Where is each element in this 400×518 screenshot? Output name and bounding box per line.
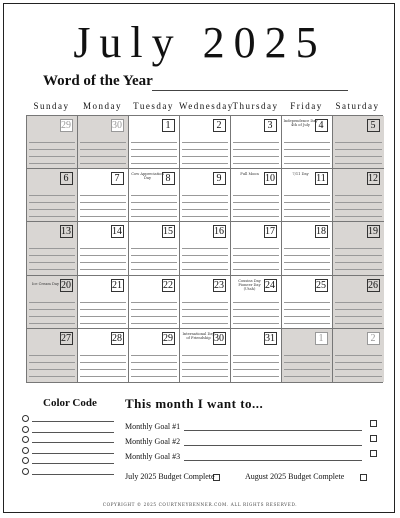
day-cell[interactable] xyxy=(27,222,78,275)
writing-line xyxy=(29,362,75,363)
day-cell[interactable] xyxy=(180,169,231,222)
writing-line xyxy=(29,163,75,164)
writing-line xyxy=(284,355,330,356)
day-number: 7 xyxy=(111,172,124,185)
day-number: 1 xyxy=(162,119,175,132)
writing-line xyxy=(29,142,75,143)
day-number: 19 xyxy=(368,226,378,238)
writing-line xyxy=(233,255,279,256)
day-number: 31 xyxy=(265,333,275,345)
day-cell[interactable] xyxy=(27,169,78,222)
writing-line xyxy=(284,302,330,303)
day-cell[interactable] xyxy=(231,169,282,222)
color-code-line[interactable] xyxy=(32,474,114,475)
monthly-goal-checkbox[interactable] xyxy=(370,450,377,457)
day-cell[interactable] xyxy=(282,116,333,169)
day-number: 2 xyxy=(367,332,380,345)
writing-line xyxy=(131,149,177,150)
writing-line xyxy=(233,149,279,150)
writing-line xyxy=(182,302,228,303)
writing-line xyxy=(80,309,126,310)
monthly-goal-line[interactable] xyxy=(184,445,362,446)
color-code-line[interactable] xyxy=(32,463,114,464)
day-cell[interactable] xyxy=(282,276,333,329)
day-cell[interactable] xyxy=(78,222,129,275)
writing-line xyxy=(131,163,177,164)
writing-line xyxy=(80,195,126,196)
color-code-line[interactable] xyxy=(32,421,114,422)
writing-line xyxy=(29,202,75,203)
monthly-goal-checkbox[interactable] xyxy=(370,435,377,442)
day-cell[interactable] xyxy=(78,329,129,382)
day-cell[interactable] xyxy=(333,222,384,275)
writing-line xyxy=(131,142,177,143)
day-number: 9 xyxy=(213,172,226,185)
day-cell[interactable] xyxy=(27,329,78,382)
word-of-year-label: Word of the Year xyxy=(43,73,153,89)
holiday-label: Full Moon xyxy=(240,171,259,176)
day-cell[interactable] xyxy=(180,116,231,169)
writing-line xyxy=(182,362,228,363)
day-cell[interactable] xyxy=(333,169,384,222)
day-number: 22 xyxy=(163,279,173,291)
writing-line xyxy=(233,262,279,263)
day-number: 5 xyxy=(367,119,380,132)
color-code-title: Color Code xyxy=(43,397,97,409)
writing-line xyxy=(182,269,228,270)
writing-line xyxy=(29,156,75,157)
writing-line xyxy=(335,376,382,377)
writing-line xyxy=(182,309,228,310)
writing-line xyxy=(233,376,279,377)
writing-line xyxy=(80,216,126,217)
day-cell[interactable] xyxy=(129,116,180,169)
writing-line xyxy=(284,216,330,217)
writing-line xyxy=(80,362,126,363)
writing-line xyxy=(80,369,126,370)
writing-line xyxy=(335,156,382,157)
writing-line xyxy=(80,323,126,324)
day-number: 13 xyxy=(61,226,71,238)
day-number: 29 xyxy=(61,119,71,131)
day-cell[interactable] xyxy=(78,276,129,329)
monthly-goal-label: Monthly Goal #1 xyxy=(125,422,181,431)
day-cell[interactable] xyxy=(282,222,333,275)
day-cell[interactable] xyxy=(27,276,78,329)
writing-line xyxy=(80,149,126,150)
writing-line xyxy=(233,309,279,310)
day-cell[interactable] xyxy=(129,169,180,222)
writing-line xyxy=(29,355,75,356)
writing-line xyxy=(182,316,228,317)
day-number: 10 xyxy=(265,172,275,184)
copyright-footer: COPYRIGHT © 2025 COURTNEYBENNER.COM. ALL RIGHTS RESERVED. xyxy=(102,502,298,507)
writing-line xyxy=(284,262,330,263)
writing-line xyxy=(182,255,228,256)
writing-line xyxy=(233,156,279,157)
writing-line xyxy=(335,202,382,203)
writing-line xyxy=(284,269,330,270)
writing-line xyxy=(335,355,382,356)
day-number: 23 xyxy=(214,279,224,291)
writing-line xyxy=(182,369,228,370)
color-circle-icon[interactable] xyxy=(22,426,29,433)
writing-line xyxy=(335,369,382,370)
day-number: 26 xyxy=(368,279,378,291)
day-cell[interactable] xyxy=(180,329,231,382)
day-number: 28 xyxy=(112,333,122,345)
writing-line xyxy=(284,255,330,256)
writing-line xyxy=(284,248,330,249)
word-of-year-line[interactable] xyxy=(152,90,348,91)
color-circle-icon[interactable] xyxy=(22,447,29,454)
writing-line xyxy=(29,309,75,310)
writing-line xyxy=(284,323,330,324)
budget-july-label: July 2025 Budget Complete xyxy=(125,472,215,481)
day-number: 30 xyxy=(112,119,122,131)
writing-line xyxy=(80,262,126,263)
writing-line xyxy=(29,316,75,317)
writing-line xyxy=(233,216,279,217)
day-number: 25 xyxy=(316,279,326,291)
writing-line xyxy=(131,216,177,217)
writing-line xyxy=(80,156,126,157)
writing-line xyxy=(29,209,75,210)
day-cell[interactable] xyxy=(78,116,129,169)
day-cell[interactable] xyxy=(129,276,180,329)
writing-line xyxy=(29,369,75,370)
color-circle-icon[interactable] xyxy=(22,468,29,475)
writing-line xyxy=(131,316,177,317)
writing-line xyxy=(29,269,75,270)
writing-line xyxy=(182,163,228,164)
calendar-grid xyxy=(26,115,383,383)
writing-line xyxy=(182,209,228,210)
day-cell[interactable] xyxy=(333,276,384,329)
writing-line xyxy=(131,255,177,256)
writing-line xyxy=(182,262,228,263)
holiday-label: Ice Cream Day xyxy=(31,281,60,286)
writing-line xyxy=(29,248,75,249)
day-number: 1 xyxy=(315,332,328,345)
writing-line xyxy=(284,202,330,203)
writing-line xyxy=(335,362,382,363)
writing-line xyxy=(131,302,177,303)
day-cell[interactable] xyxy=(282,169,333,222)
writing-line xyxy=(80,355,126,356)
day-cell[interactable] xyxy=(180,222,231,275)
day-cell[interactable] xyxy=(282,329,333,382)
writing-line xyxy=(80,269,126,270)
holiday-label: 7/11 Day xyxy=(292,171,309,176)
weekday-wednesday: Wednesday xyxy=(179,101,234,111)
color-code-line[interactable] xyxy=(32,453,114,454)
writing-line xyxy=(233,142,279,143)
writing-line xyxy=(80,202,126,203)
writing-line xyxy=(233,362,279,363)
day-number: 21 xyxy=(112,279,122,291)
writing-line xyxy=(335,302,382,303)
budget-august-label: August 2025 Budget Complete xyxy=(245,472,345,481)
writing-line xyxy=(80,209,126,210)
budget-august-checkbox[interactable] xyxy=(360,474,367,481)
monthly-goal-label: Monthly Goal #3 xyxy=(125,452,181,461)
writing-line xyxy=(182,149,228,150)
writing-line xyxy=(182,202,228,203)
writing-line xyxy=(29,323,75,324)
day-number: 20 xyxy=(61,279,71,291)
writing-line xyxy=(29,255,75,256)
day-cell[interactable] xyxy=(27,116,78,169)
writing-line xyxy=(131,262,177,263)
weekday-thursday: Thursday xyxy=(232,101,279,111)
day-number: 16 xyxy=(214,226,224,238)
writing-line xyxy=(131,202,177,203)
day-number: 18 xyxy=(316,226,326,238)
writing-line xyxy=(182,142,228,143)
color-code-line[interactable] xyxy=(32,442,114,443)
writing-line xyxy=(284,369,330,370)
day-cell[interactable] xyxy=(129,329,180,382)
weekday-monday: Monday xyxy=(83,101,122,111)
writing-line xyxy=(182,195,228,196)
writing-line xyxy=(233,163,279,164)
day-number: 12 xyxy=(368,172,378,184)
day-number: 30 xyxy=(214,333,224,345)
day-cell[interactable] xyxy=(231,329,282,382)
day-number: 6 xyxy=(60,172,73,185)
day-number: 17 xyxy=(265,226,275,238)
writing-line xyxy=(80,255,126,256)
writing-line xyxy=(131,376,177,377)
writing-line xyxy=(131,269,177,270)
writing-line xyxy=(233,323,279,324)
writing-line xyxy=(335,216,382,217)
day-number: 27 xyxy=(61,333,71,345)
writing-line xyxy=(29,216,75,217)
writing-line xyxy=(284,195,330,196)
writing-line xyxy=(284,209,330,210)
writing-line xyxy=(29,149,75,150)
writing-line xyxy=(335,142,382,143)
holiday-label: Independence Day 4th of July xyxy=(283,118,318,127)
day-cell[interactable] xyxy=(180,276,231,329)
writing-line xyxy=(131,156,177,157)
writing-line xyxy=(233,355,279,356)
page-title: July 2025 xyxy=(73,18,327,67)
monthly-goal-line[interactable] xyxy=(184,460,362,461)
day-cell[interactable] xyxy=(333,329,384,382)
writing-line xyxy=(284,149,330,150)
writing-line xyxy=(284,163,330,164)
writing-line xyxy=(335,309,382,310)
day-number: 29 xyxy=(163,333,173,345)
writing-line xyxy=(233,369,279,370)
writing-line xyxy=(131,355,177,356)
writing-line xyxy=(131,362,177,363)
day-number: 15 xyxy=(163,226,173,238)
day-cell[interactable] xyxy=(231,276,282,329)
writing-line xyxy=(284,362,330,363)
writing-line xyxy=(182,156,228,157)
color-circle-icon[interactable] xyxy=(22,436,29,443)
writing-line xyxy=(80,163,126,164)
writing-line xyxy=(233,248,279,249)
writing-line xyxy=(284,156,330,157)
writing-line xyxy=(131,369,177,370)
day-number: 8 xyxy=(162,172,175,185)
writing-line xyxy=(335,269,382,270)
writing-line xyxy=(233,202,279,203)
monthly-wants-title: This month I want to... xyxy=(125,396,264,411)
color-circle-icon[interactable] xyxy=(22,457,29,464)
writing-line xyxy=(131,323,177,324)
day-cell[interactable] xyxy=(231,116,282,169)
writing-line xyxy=(335,262,382,263)
holiday-label: Cow Appreciation Day xyxy=(131,171,164,181)
day-cell[interactable] xyxy=(231,222,282,275)
writing-line xyxy=(80,142,126,143)
writing-line xyxy=(29,376,75,377)
writing-line xyxy=(29,195,75,196)
writing-line xyxy=(80,316,126,317)
monthly-goal-label: Monthly Goal #2 xyxy=(125,437,181,446)
writing-line xyxy=(131,209,177,210)
monthly-goal-checkbox[interactable] xyxy=(370,420,377,427)
weekday-saturday: Saturday xyxy=(335,101,380,111)
writing-line xyxy=(335,255,382,256)
writing-line xyxy=(80,376,126,377)
writing-line xyxy=(80,248,126,249)
color-code-line[interactable] xyxy=(32,432,114,433)
writing-line xyxy=(131,248,177,249)
holiday-label: Cousins Day Pioneer Day (Utah) xyxy=(238,278,261,292)
day-cell[interactable] xyxy=(78,169,129,222)
weekday-friday: Friday xyxy=(290,101,323,111)
holiday-label: International Day of Friendship xyxy=(182,332,215,341)
day-number: 11 xyxy=(316,172,326,184)
day-cell[interactable] xyxy=(333,116,384,169)
day-number: 24 xyxy=(265,279,275,291)
writing-line xyxy=(182,323,228,324)
day-number: 14 xyxy=(112,226,122,238)
writing-line xyxy=(233,195,279,196)
writing-line xyxy=(182,248,228,249)
writing-line xyxy=(182,376,228,377)
writing-line xyxy=(335,209,382,210)
writing-line xyxy=(233,269,279,270)
writing-line xyxy=(335,248,382,249)
writing-line xyxy=(131,195,177,196)
day-number: 4 xyxy=(315,119,328,132)
monthly-goal-line[interactable] xyxy=(184,430,362,431)
writing-line xyxy=(80,302,126,303)
writing-line xyxy=(335,163,382,164)
writing-line xyxy=(233,209,279,210)
day-number: 3 xyxy=(264,119,277,132)
day-cell[interactable] xyxy=(129,222,180,275)
writing-line xyxy=(233,302,279,303)
writing-line xyxy=(233,316,279,317)
writing-line xyxy=(335,149,382,150)
weekday-sunday: Sunday xyxy=(33,101,70,111)
writing-line xyxy=(335,195,382,196)
writing-line xyxy=(284,376,330,377)
writing-line xyxy=(335,316,382,317)
writing-line xyxy=(182,355,228,356)
weekday-tuesday: Tuesday xyxy=(133,101,174,111)
writing-line xyxy=(335,323,382,324)
day-number: 2 xyxy=(213,119,226,132)
writing-line xyxy=(284,142,330,143)
writing-line xyxy=(284,316,330,317)
writing-line xyxy=(29,262,75,263)
color-circle-icon[interactable] xyxy=(22,415,29,422)
writing-line xyxy=(284,309,330,310)
writing-line xyxy=(131,309,177,310)
writing-line xyxy=(182,216,228,217)
writing-line xyxy=(29,302,75,303)
